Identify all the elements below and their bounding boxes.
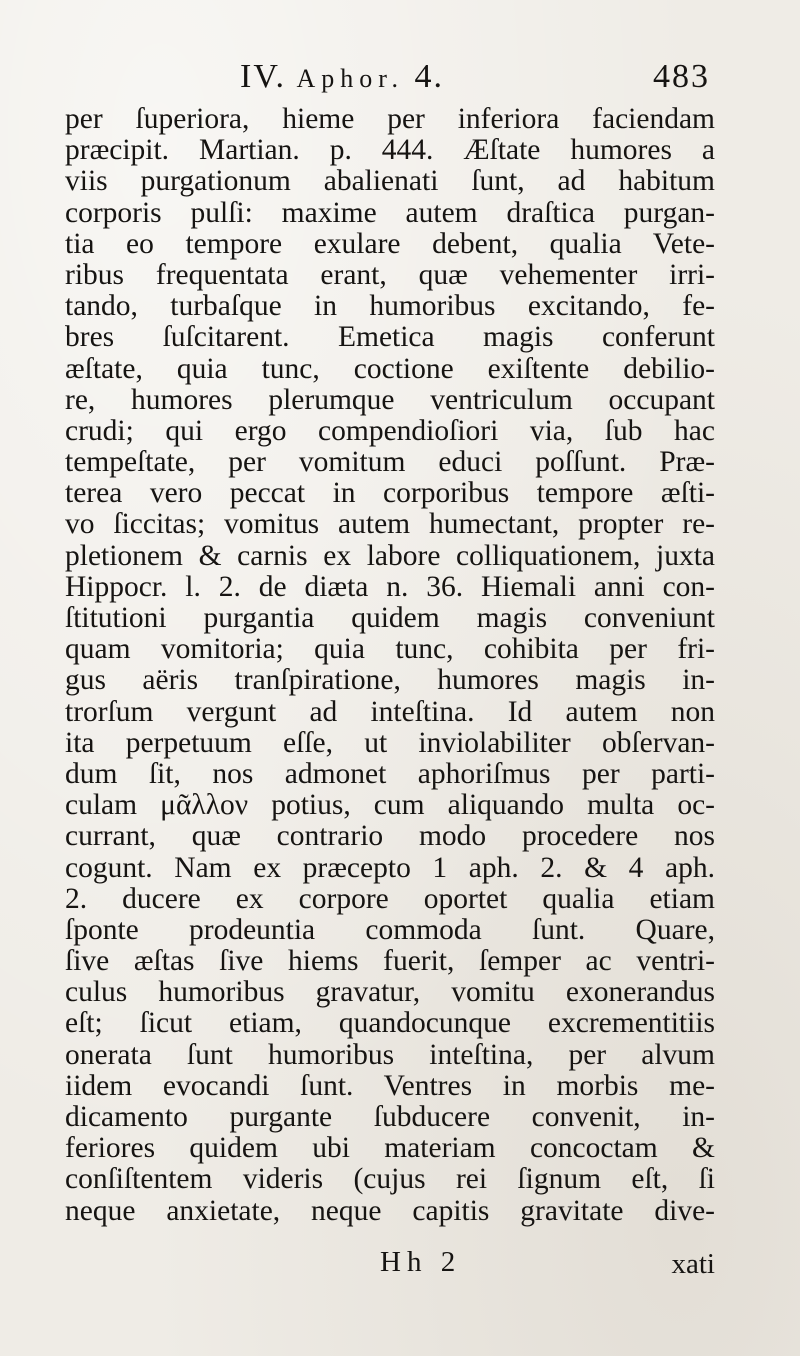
text-line: feriores quidem ubi materiam concoctam & xyxy=(65,1132,715,1165)
text-line: viis purgationum abalienati ſunt, ad habitum xyxy=(65,165,715,198)
text-line: tando, turbaſque in humoribus excitando, fe- xyxy=(65,290,715,323)
text-line: corporis pulſi: maxime autem draſtica purgan- xyxy=(65,196,715,229)
page-number: 483 xyxy=(653,58,710,95)
text-line: tia eo tempore exulare debent, qualia Vete- xyxy=(65,227,715,260)
text-line: terea vero peccat in corporibus tempore æſti- xyxy=(65,477,715,510)
section-label: IV. xyxy=(240,58,286,95)
body-text xyxy=(65,104,715,1227)
aphorism-number: 4. xyxy=(414,58,444,95)
text-line: 2. ducere ex corpore oportet qualia etiam xyxy=(65,882,715,915)
text-line: dum ſit, nos admonet aphoriſmus per parti- xyxy=(65,757,715,790)
text-line: præcipit. Martian. p. 444. Æſtate humores a xyxy=(65,134,715,167)
text-line: conſiſtentem videris (cujus rei ſignum eſt, ſi xyxy=(65,1163,715,1196)
text-line: ſponte prodeuntia commoda ſunt. Quare, xyxy=(65,913,715,946)
text-line: onerata ſunt humoribus inteſtina, per alvum xyxy=(65,1038,715,1071)
aphorism-label: Aphor. xyxy=(296,64,404,93)
text-line: culam μᾶλλον potius, cum aliquando multa oc- xyxy=(65,789,715,822)
page-footer xyxy=(65,1246,715,1280)
text-line: ſive æſtas ſive hiems fuerit, ſemper ac ventri- xyxy=(65,945,715,978)
text-line: quam vomitoria; quia tunc, cohibita per fri- xyxy=(65,633,715,666)
text-line: Hippocr. l. 2. de diæta n. 36. Hiemali anni con- xyxy=(65,570,715,603)
signature-mark: Hh 2 xyxy=(380,1246,462,1278)
text-line: ita perpetuum eſſe, ut inviolabiliter obſervan- xyxy=(65,726,715,759)
text-line: trorſum vergunt ad inteſtina. Id autem non xyxy=(65,695,715,728)
running-head-title xyxy=(240,58,444,96)
text-line: per ſuperiora, hieme per inferiora faciendam xyxy=(65,103,715,135)
text-line: tempeſtate, per vomitum educi poſſunt. Præ- xyxy=(65,446,715,479)
text-line: currant, quæ contrario modo procedere nos xyxy=(65,820,715,853)
catchword: xati xyxy=(671,1248,715,1280)
text-line: eſt; ſicut etiam, quandocunque excrementitiis xyxy=(65,1007,715,1040)
text-line: crudi; qui ergo compendioſiori via, ſub hac xyxy=(65,414,715,447)
text-line: ribus frequentata erant, quæ vehementer irri- xyxy=(65,258,715,291)
text-line: bres ſuſcitarent. Emetica magis conferunt xyxy=(65,321,715,354)
text-line: æſtate, quia tunc, coctione exiſtente debilio- xyxy=(65,352,715,385)
text-line: culus humoribus gravatur, vomitu exonerandus xyxy=(65,976,715,1009)
text-line: cogunt. Nam ex præcepto 1 aph. 2. & 4 aph. xyxy=(65,851,715,884)
text-line: ſtitutioni purgantia quidem magis conveniunt xyxy=(65,602,715,634)
text-line: iidem evocandi ſunt. Ventres in morbis me- xyxy=(65,1069,715,1102)
text-line: gus aëris tranſpiratione, humores magis in- xyxy=(65,664,715,697)
running-head xyxy=(240,58,720,98)
text-line: neque anxietate, neque capitis gravitate dive- xyxy=(65,1194,715,1227)
text-line: vo ſiccitas; vomitus autem humectant, propter re- xyxy=(65,508,715,541)
text-line: re, humores plerumque ventriculum occupant xyxy=(65,383,715,416)
text-line: pletionem & carnis ex labore colliquationem, juxta xyxy=(65,539,715,572)
text-line: dicamento purgante ſubducere convenit, in- xyxy=(65,1101,715,1133)
